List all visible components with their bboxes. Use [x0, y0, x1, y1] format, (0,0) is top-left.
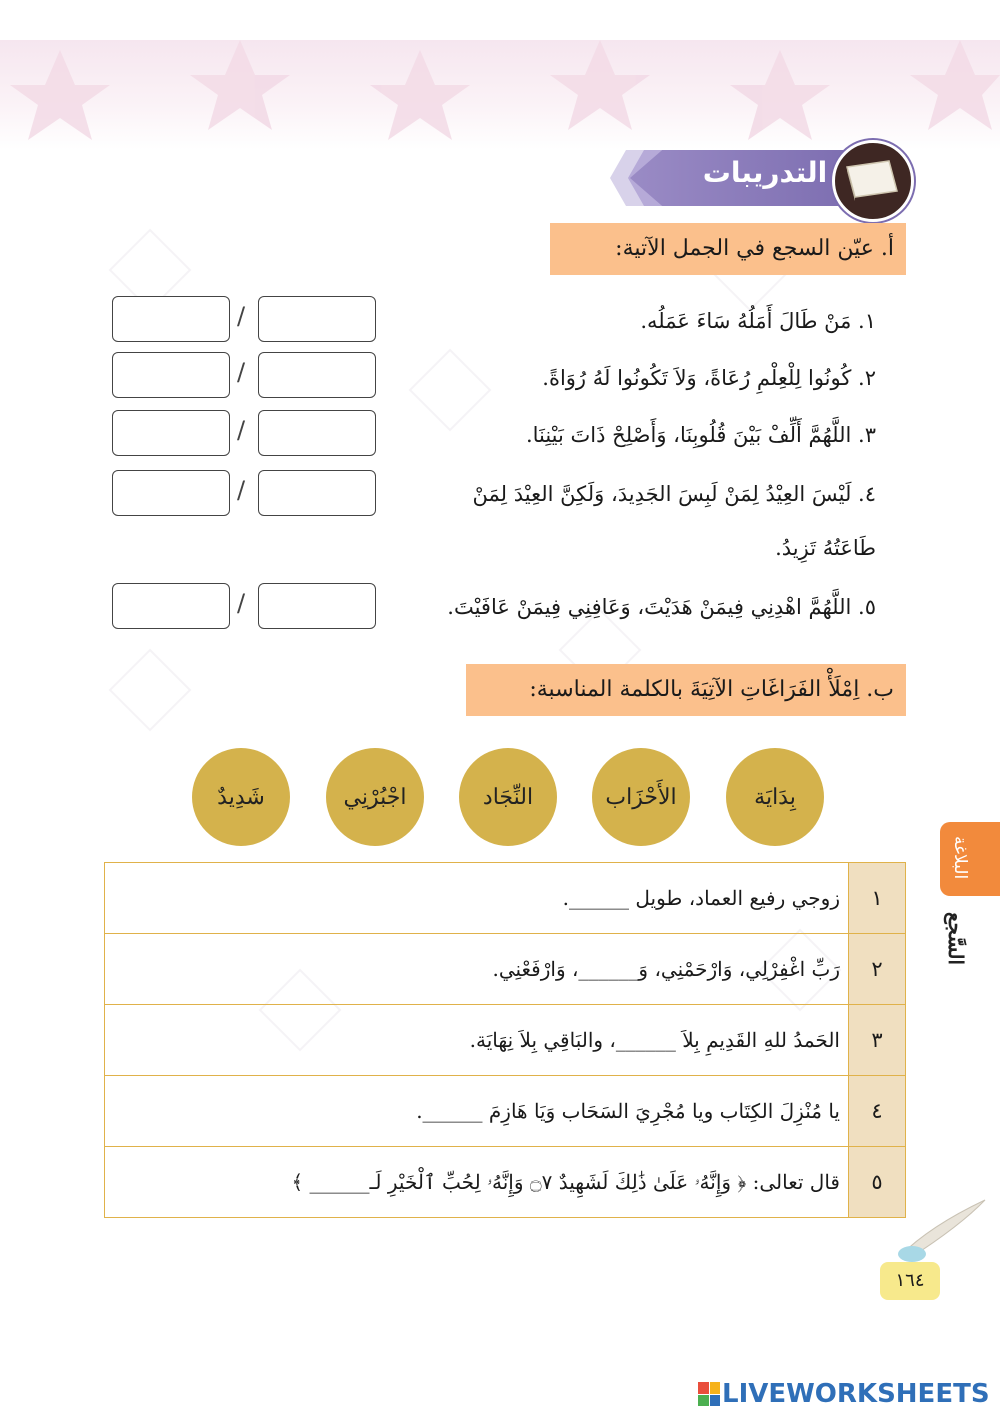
row-text[interactable]: قال تعالى: ﴿ وَإِنَّهُۥ عَلَىٰ ذَٰلِكَ لَشَهِيدٌ ۝٧ وَإِنَّهُۥ لِحُبِّ ٱلْخَيْرِ لَـ______ ﴾: [105, 1147, 849, 1218]
answer-box[interactable]: [258, 410, 376, 456]
liveworksheets-logo-icon: [698, 1382, 720, 1406]
answer-box[interactable]: [112, 470, 230, 516]
sentence-1: ١. مَنْ طَالَ أَمَلُهُ سَاءَ عَمَلُه.: [640, 309, 876, 333]
word-bank-item[interactable]: بِدَايَة: [726, 748, 824, 846]
chapter-tab-label: البلاغة: [950, 836, 970, 880]
separator: /: [237, 358, 246, 386]
page-number: ١٦٤: [880, 1262, 940, 1300]
row-number: ٣: [849, 1005, 906, 1076]
sentence-3: ٣. اللَّهُمَّ أَلِّفْ بَيْنَ قُلُوبِنَا، وَأَصْلِحْ ذَاتَ بَيْنِنَا.: [525, 423, 876, 447]
answer-pair-1: [112, 296, 378, 342]
row-text[interactable]: يا مُنْزِلَ الكِتَاب ويا مُجْرِيَ السَحَاب وَيَا هَازِمَ ______.: [105, 1076, 849, 1147]
sentence-4-continued: طَاعَتُهُ تَزِيدُ.: [775, 536, 876, 560]
row-number: ٤: [849, 1076, 906, 1147]
table-row: [105, 934, 906, 1005]
answer-box[interactable]: [258, 470, 376, 516]
row-text[interactable]: رَبِّ اغْفِرْلِي، وَارْحَمْنِي، وَ______، وَارْفَعْنِي.: [105, 934, 849, 1005]
separator: /: [237, 476, 246, 504]
answer-pair-5: [112, 583, 378, 629]
footer-brand: LIVEWORKSHEETS: [722, 1379, 990, 1409]
word-bank-item[interactable]: النِّجَاد: [459, 748, 557, 846]
answer-box[interactable]: [112, 296, 230, 342]
row-text[interactable]: زوجي رفيع العماد، طويل ______.: [105, 863, 849, 934]
answer-pair-4: [112, 470, 378, 516]
decorative-top-band: [0, 40, 1000, 150]
fill-in-table: [104, 862, 906, 1218]
sentence-5: ٥. اللَّهُمَّ اهْدِنِي فِيمَنْ هَدَيْتَ، وَعَافِنِي فِيمَنْ عَافَيْتَ.: [447, 595, 876, 619]
quill-ink-icon: [890, 1196, 990, 1266]
row-number: ١: [849, 863, 906, 934]
table-row: [105, 1147, 906, 1218]
answer-box[interactable]: [112, 352, 230, 398]
answer-box[interactable]: [112, 410, 230, 456]
word-bank-item[interactable]: اجْبُرْنِي: [326, 748, 424, 846]
word-bank-item[interactable]: شَدِيدٌ: [192, 748, 290, 846]
footer-logo: [698, 1378, 990, 1410]
table-row: [105, 1076, 906, 1147]
instruction-part-a: أ. عيّن السجع في الجمل الآتية:: [550, 223, 906, 275]
exercise-book-icon: [832, 140, 914, 222]
row-number: ٢: [849, 934, 906, 1005]
answer-pair-2: [112, 352, 378, 398]
answer-box[interactable]: [112, 583, 230, 629]
separator: /: [237, 416, 246, 444]
page-title: التدريبات: [702, 156, 828, 189]
sentence-2: ٢. كُونُوا لِلْعِلْمِ رُعَاةً، وَلاَ تَكُونُوا لَهُ رُوَاةً.: [542, 366, 876, 390]
word-bank-item[interactable]: الأَحْزَاب: [592, 748, 690, 846]
answer-box[interactable]: [258, 352, 376, 398]
instruction-part-b: ب. اِمْلَأْ الفَرَاغَاتِ الآتِيَةَ بالكلمة المناسبة:: [466, 664, 906, 716]
lesson-topic: السَّجع: [944, 912, 968, 966]
table-row: [105, 1005, 906, 1076]
section-header: [610, 140, 906, 216]
sentence-4: ٤. لَيْسَ العِيْدُ لِمَنْ لَبِسَ الجَدِيدَ، وَلَكِنَّ العِيْدَ لِمَنْ: [472, 482, 876, 506]
table-row: [105, 863, 906, 934]
answer-box[interactable]: [258, 583, 376, 629]
row-text[interactable]: الحَمدُ للهِ القَدِيمِ بِلاَ ______، والبَاقِي بِلاَ نِهَايَة.: [105, 1005, 849, 1076]
separator: /: [237, 302, 246, 330]
row-number: ٥: [849, 1147, 906, 1218]
answer-box[interactable]: [258, 296, 376, 342]
answer-pair-3: [112, 410, 378, 456]
separator: /: [237, 589, 246, 617]
chapter-tab: [940, 822, 1000, 896]
